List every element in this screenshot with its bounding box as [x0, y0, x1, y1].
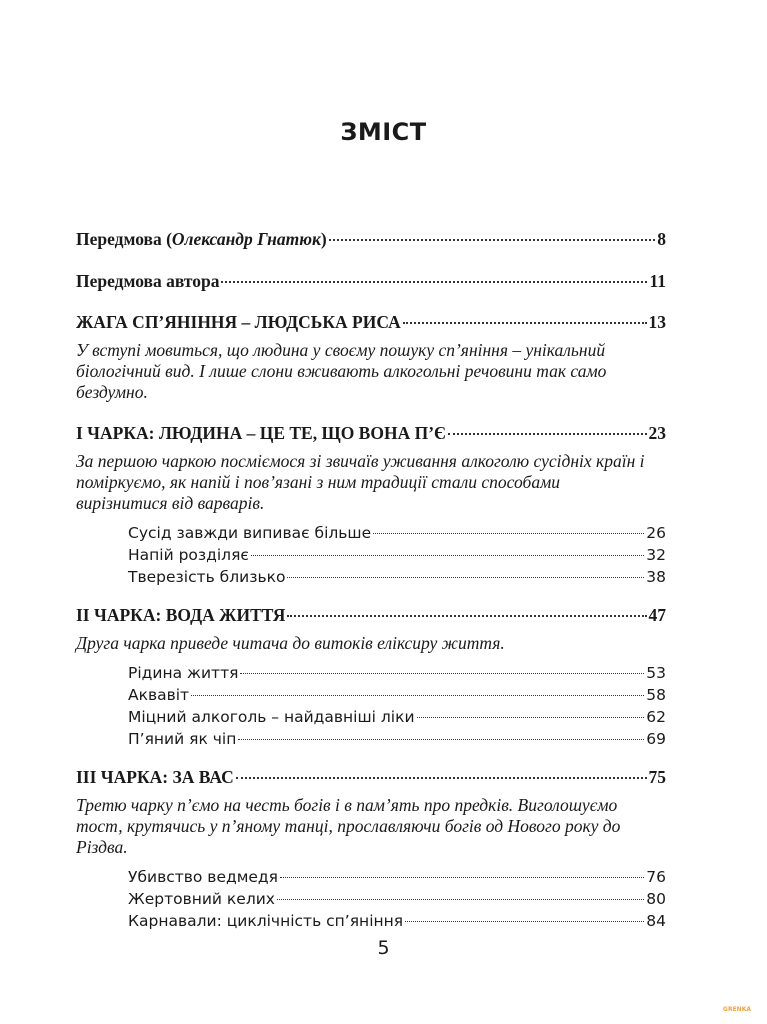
toc-entry-page: 23 [648, 423, 666, 443]
chapter-description: У вступі мовиться, що людина у своєму пошуку сп’яніння – унікальний біологічний вид. І лише слони вживають алкогольні речовини так само бездумно. [76, 340, 607, 402]
dot-leader [236, 777, 647, 779]
toc-entry-title: Передмова (Олександр Гнатюк) [76, 229, 327, 249]
toc-section-title: Міцний алкоголь – найдавніші ліки [128, 708, 415, 726]
toc-section[interactable] [128, 866, 666, 888]
toc-entry-intro[interactable] [76, 312, 666, 333]
toc-entry-chapter-1[interactable] [76, 423, 666, 444]
toc-section[interactable] [128, 566, 666, 588]
dot-leader [403, 322, 647, 324]
toc-section[interactable] [128, 522, 666, 544]
toc-section-title: Сусід завжди випиває більше [128, 524, 372, 542]
toc-entry-foreword-author[interactable] [76, 271, 666, 292]
toc-section-title: Карнавали: циклічність сп’яніння [128, 912, 404, 930]
toc-section-title: Напій розділяє [128, 546, 249, 564]
toc-entry-chapter-2[interactable] [76, 605, 666, 626]
chapter-description: Третю чарку п’ємо на честь богів і в пам’ять про предків. Виголошуємо тост, крутячись у п’яному танці, прославляючи богів од Нового року до Різдва. [76, 795, 621, 857]
page-number: 5 [377, 937, 390, 959]
toc-section-title: П’яний як чіп [128, 730, 237, 748]
dot-leader [277, 899, 644, 900]
toc-section-title: Рідина життя [128, 664, 239, 682]
toc-section-page: 69 [646, 730, 666, 748]
toc-entry-title: I ЧАРКА: ЛЮДИНА – ЦЕ ТЕ, ЩО ВОНА П’Є [76, 423, 446, 443]
toc-entry-page: 8 [657, 229, 666, 249]
chapter-description: Друга чарка приведе читача до витоків еліксиру життя. [76, 633, 505, 653]
toc-entry-page: 11 [649, 271, 666, 291]
toc-section[interactable] [128, 684, 666, 706]
toc-section-page: 84 [646, 912, 666, 930]
toc-section-page: 53 [646, 664, 666, 682]
toc-entry-foreword-translator[interactable] [76, 229, 666, 250]
toc-section-title: Жертовний келих [128, 890, 275, 908]
toc-section[interactable] [128, 888, 666, 910]
toc-section-page: 38 [646, 568, 666, 586]
toc-section-title: Тверезість близько [128, 568, 286, 586]
dot-leader [280, 877, 644, 878]
toc-section[interactable] [128, 662, 666, 684]
watermark-logo: GRENKA [723, 1006, 751, 1013]
table-of-contents [76, 229, 666, 932]
chapter-description: За першою чаркою посміємося зі звичаїв уживання алкоголю сусідніх країн і поміркуємо, як напій і пов’язані з ним традиції стали способами вирізнитися від варварів. [76, 451, 645, 513]
toc-section[interactable] [128, 910, 666, 932]
toc-entry-title: ЖАГА СП’ЯНІННЯ – ЛЮДСЬКА РИСА [76, 312, 401, 332]
toc-section[interactable] [128, 544, 666, 566]
toc-entry-page: 75 [648, 767, 666, 787]
toc-section-page: 62 [646, 708, 666, 726]
toc-section[interactable] [128, 728, 666, 750]
dot-leader [287, 577, 644, 578]
dot-leader [251, 555, 644, 556]
dot-leader [240, 673, 644, 674]
toc-section-title: Убивство ведмедя [128, 868, 278, 886]
dot-leader [221, 281, 647, 283]
toc-section[interactable] [128, 706, 666, 728]
dot-leader [405, 921, 644, 922]
toc-entry-title: Передмова автора [76, 271, 220, 291]
toc-entry-title: III ЧАРКА: ЗА ВАС [76, 767, 234, 787]
toc-entry-author: Олександр Гнатюк [171, 229, 321, 249]
dot-leader [373, 533, 644, 534]
toc-entry-page: 47 [648, 605, 666, 625]
toc-entry-title: II ЧАРКА: ВОДА ЖИТТЯ [76, 605, 286, 625]
toc-section-page: 80 [646, 890, 666, 908]
toc-section-page: 58 [646, 686, 666, 704]
toc-section-title: Аквавіт [128, 686, 190, 704]
page-title: ЗМІСТ [340, 118, 427, 146]
dot-leader [287, 615, 646, 617]
dot-leader [448, 433, 647, 435]
dot-leader [238, 739, 644, 740]
dot-leader [329, 239, 656, 241]
toc-section-page: 26 [646, 524, 666, 542]
toc-section-page: 32 [646, 546, 666, 564]
dot-leader [417, 717, 645, 718]
toc-entry-page: 13 [648, 312, 666, 332]
dot-leader [191, 695, 644, 696]
toc-section-page: 76 [646, 868, 666, 886]
toc-entry-chapter-3[interactable] [76, 767, 666, 788]
